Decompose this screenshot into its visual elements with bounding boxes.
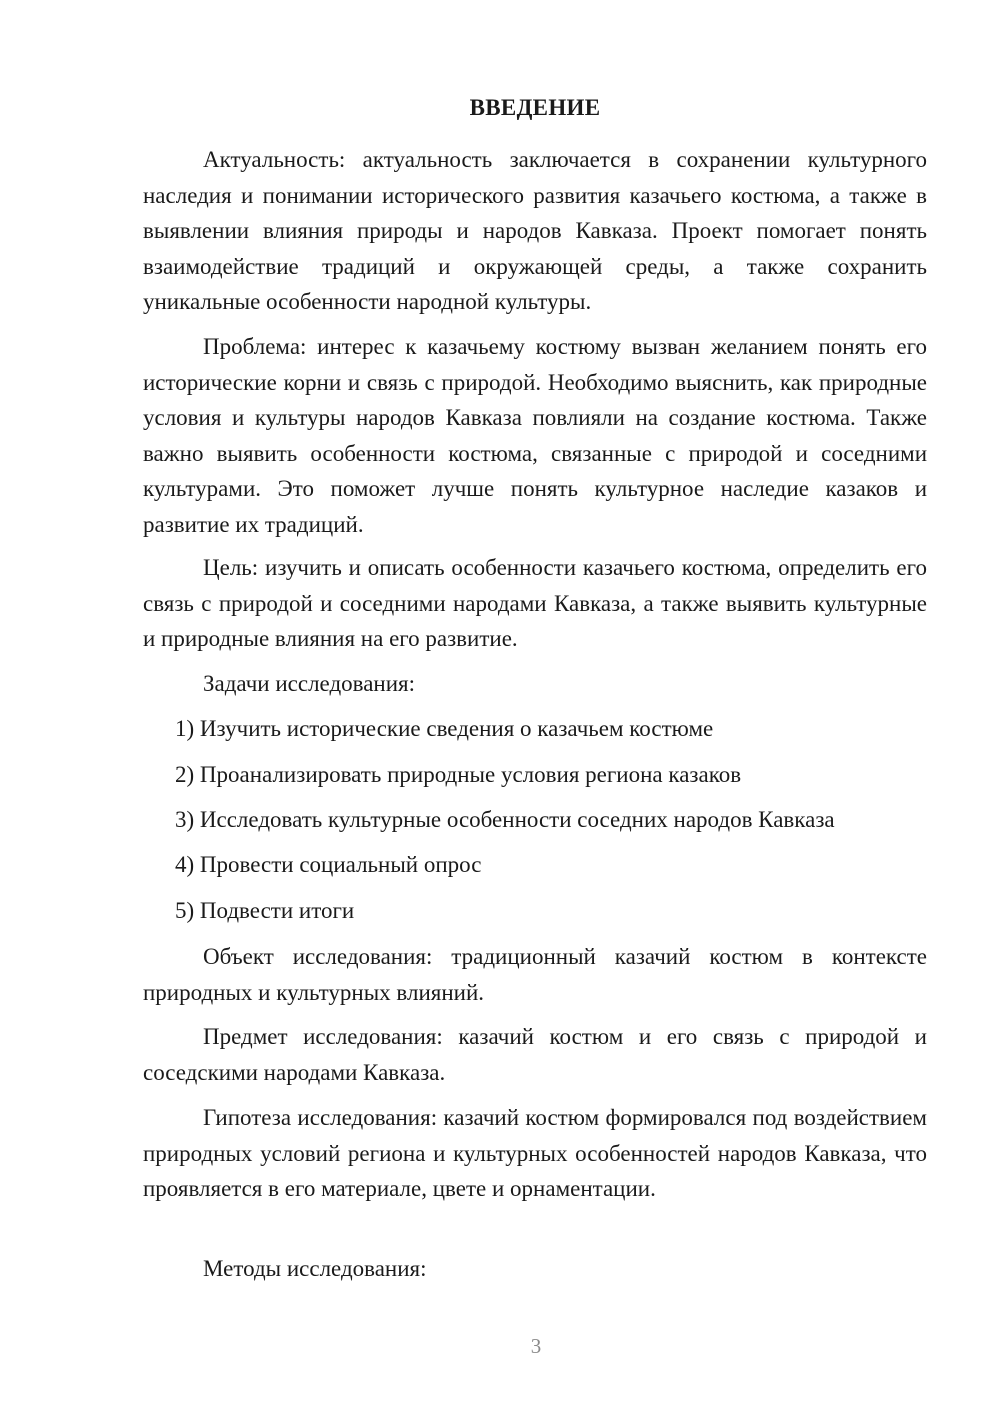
- page-title: ВВЕДЕНИЕ: [469, 95, 601, 120]
- paragraph-subject: Предмет исследования: казачий костюм и его связь с природой и соседскими народами Кавказа.: [143, 1024, 927, 1085]
- paragraph-relevance: Актуальность: актуальность заключается в сохранении культурного наследия и понимании исторического развития казачьего костюма, а также в выявлении влияния природы и народов Кавказа. Проект помогает понять взаимодействие традиций и окружающей среды, а также сохранить уникальные особенности народной культуры.: [143, 147, 927, 315]
- task-item-2: 2) Проанализировать природные условия региона казаков: [175, 762, 742, 787]
- task-item-5: 5) Подвести итоги: [175, 898, 355, 923]
- tasks-heading: Задачи исследования:: [203, 671, 416, 696]
- page-number: 3: [530, 1334, 542, 1358]
- paragraph-goal: Цель: изучить и описать особенности казачьего костюма, определить его связь с природой и соседними народами Кавказа, а также выявить культурные и природные влияния на его развитие.: [143, 555, 927, 652]
- task-item-3: 3) Исследовать культурные особенности соседних народов Кавказа: [175, 807, 835, 832]
- paragraph-problem: Проблема: интерес к казачьему костюму вызван желанием понять его исторические корни и связь с природой. Необходимо выяснить, как природные условия и культуры народов Кавказа повлияли на создание костюма. Также важно выявить особенности костюма, связанные с природой и соседними культурами. Это поможет лучше понять культурное наследие казаков и развитие их традиций.: [143, 334, 927, 537]
- task-item-4: 4) Провести социальный опрос: [175, 852, 482, 877]
- paragraph-hypothesis: Гипотеза исследования: казачий костюм формировался под воздействием природных условий региона и культурных особенностей народов Кавказа, что проявляется в его материале, цвете и орнаментации.: [143, 1105, 927, 1202]
- paragraph-object: Объект исследования: традиционный казачий костюм в контексте природных и культурных влияний.: [143, 944, 927, 1005]
- methods-heading: Методы исследования:: [203, 1256, 427, 1281]
- task-item-1: 1) Изучить исторические сведения о казачьем костюме: [175, 716, 714, 741]
